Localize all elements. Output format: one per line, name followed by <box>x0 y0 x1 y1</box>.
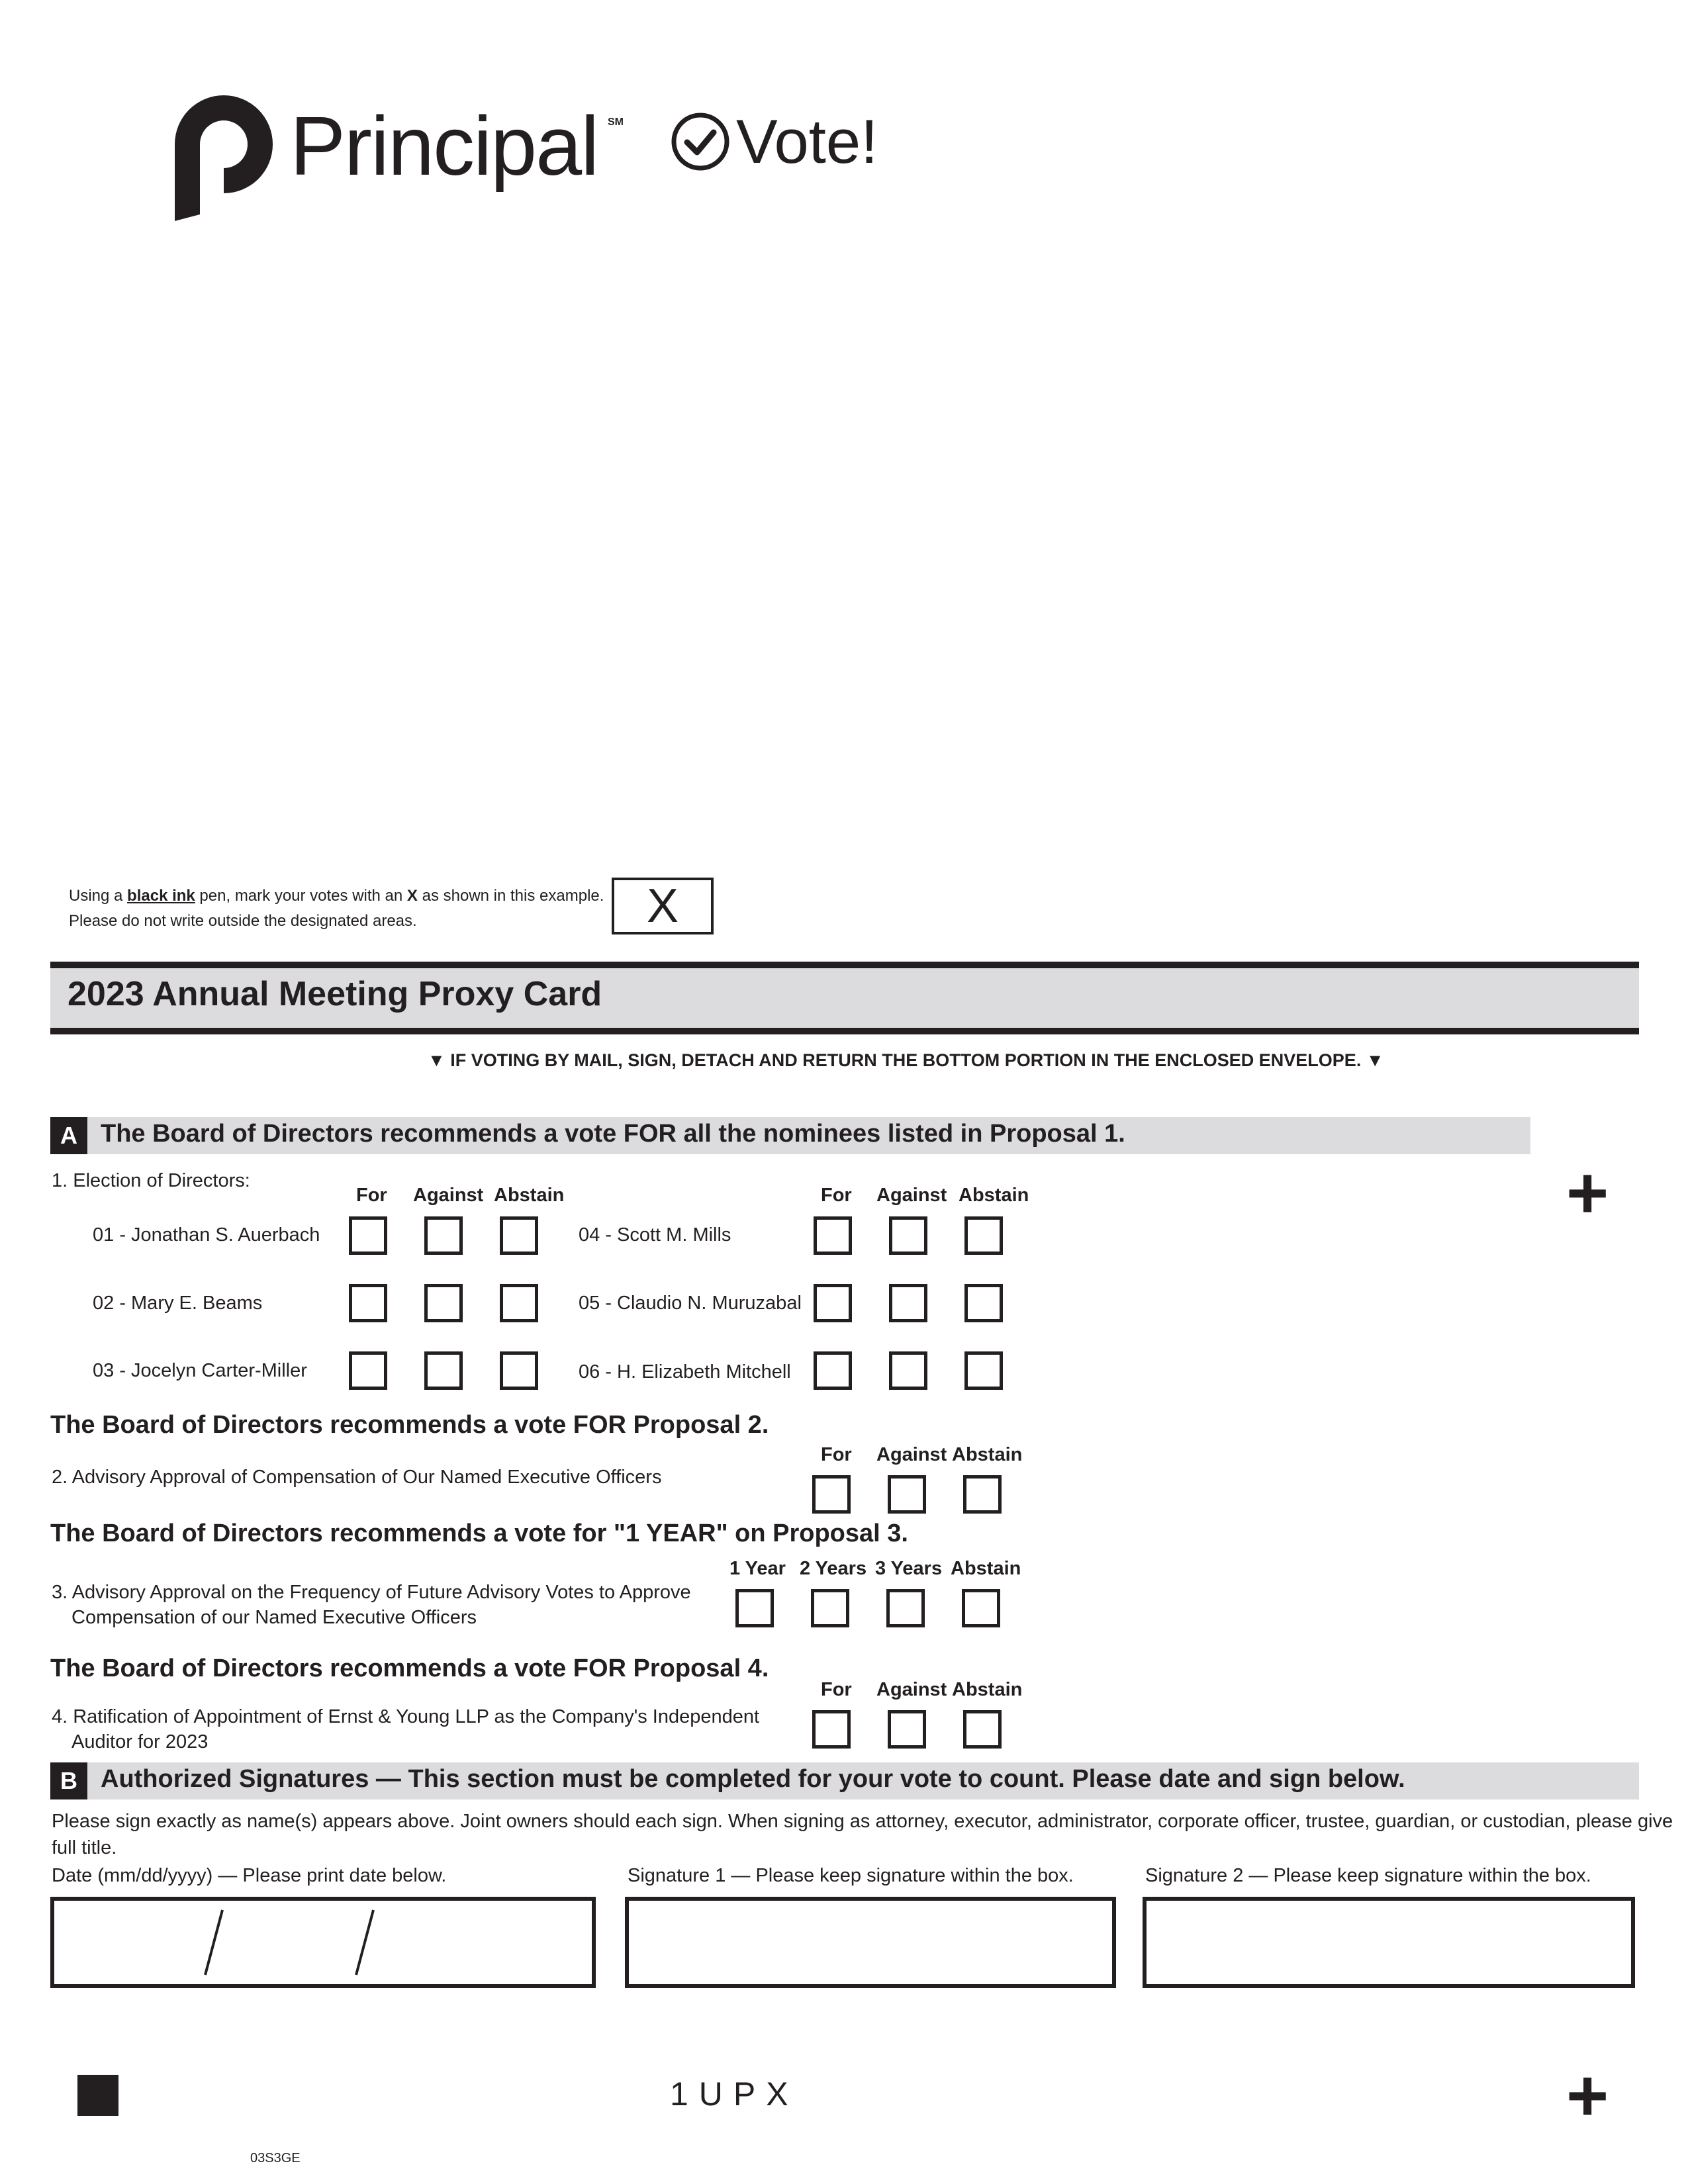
proposal-2-for-checkbox[interactable] <box>812 1475 851 1514</box>
nominee-05-against-checkbox[interactable] <box>889 1284 927 1322</box>
col-for: For <box>821 1679 852 1700</box>
proposal-4-label-cont: Auditor for 2023 <box>71 1731 209 1752</box>
check-circle-icon <box>670 111 731 172</box>
principal-logo-icon <box>171 91 277 221</box>
proposal-3-3-years-checkbox[interactable] <box>886 1589 925 1627</box>
col-abstain: Abstain <box>951 1558 1021 1579</box>
nominee-01-abstain-checkbox[interactable] <box>500 1216 538 1255</box>
section-a-letter: A <box>50 1117 87 1154</box>
card-title: 2023 Annual Meeting Proxy Card <box>68 975 602 1013</box>
title-top-rule <box>50 962 1639 968</box>
proposal-3-abstain-checkbox[interactable] <box>962 1589 1000 1627</box>
col-abstain: Abstain <box>952 1679 1023 1700</box>
nominee-06-for-checkbox[interactable] <box>814 1351 852 1390</box>
proposal-3-1-year-checkbox[interactable] <box>735 1589 774 1627</box>
proposal-1-label: 1. Election of Directors: <box>52 1170 250 1191</box>
nominee-03-against-checkbox[interactable] <box>424 1351 463 1390</box>
proposal-3-heading: The Board of Directors recommends a vote for "1 YEAR" on Proposal 3. <box>50 1520 908 1547</box>
col-1-year: 1 Year <box>729 1558 786 1579</box>
nominee-01-for-checkbox[interactable] <box>349 1216 387 1255</box>
proposal-4-label: 4. Ratification of Appointment of Ernst & Young LLP as the Company's Independent <box>52 1706 760 1727</box>
small-form-code: 03S3GE <box>250 2151 301 2165</box>
section-a-heading: The Board of Directors recommends a vote FOR all the nominees listed in Proposal 1. <box>101 1120 1125 1148</box>
signature-1-label: Signature 1 — Please keep signature within the box. <box>628 1865 1074 1886</box>
registration-plus-icon: + <box>1566 1152 1609 1234</box>
proposal-2-abstain-checkbox[interactable] <box>963 1475 1002 1514</box>
vote-label: Vote! <box>736 107 878 176</box>
down-triangle-icon: ▼ <box>428 1050 445 1070</box>
nominee-label: 06 - H. Elizabeth Mitchell <box>579 1361 791 1383</box>
proposal-2-label: 2. Advisory Approval of Compensation of Our Named Executive Officers <box>52 1467 662 1488</box>
signature-2-label: Signature 2 — Please keep signature within the box. <box>1145 1865 1591 1886</box>
col-against: Against <box>413 1185 484 1206</box>
nominee-02-abstain-checkbox[interactable] <box>500 1284 538 1322</box>
form-code: 1UPX <box>670 2075 799 2113</box>
signature-instructions: Please sign exactly as name(s) appears above. Joint owners should each sign. When signing as attorney, executor, administrator, corporate officer, trustee, guardian, or custodian, please give <box>52 1811 1673 1832</box>
nominee-02-for-checkbox[interactable] <box>349 1284 387 1322</box>
nominee-06-against-checkbox[interactable] <box>889 1351 927 1390</box>
col-abstain: Abstain <box>952 1444 1023 1465</box>
proposal-3-label-cont: Compensation of our Named Executive Officers <box>71 1607 477 1628</box>
col-against: Against <box>876 1679 947 1700</box>
nominee-04-abstain-checkbox[interactable] <box>964 1216 1003 1255</box>
col-against: Against <box>876 1444 947 1465</box>
nominee-05-abstain-checkbox[interactable] <box>964 1284 1003 1322</box>
col-3-years: 3 Years <box>875 1558 943 1579</box>
proposal-2-heading: The Board of Directors recommends a vote FOR Proposal 2. <box>50 1411 769 1439</box>
col-2-years: 2 Years <box>800 1558 867 1579</box>
nominee-label: 04 - Scott M. Mills <box>579 1224 731 1246</box>
nominee-label: 05 - Claudio N. Muruzabal <box>579 1293 802 1314</box>
instruction-line-1: Using a black ink pen, mark your votes with an X as shown in this example. <box>69 887 604 905</box>
proposal-4-for-checkbox[interactable] <box>812 1710 851 1749</box>
nominee-label: 03 - Jocelyn Carter-Miller <box>93 1360 307 1381</box>
col-for: For <box>821 1185 852 1206</box>
signature-2-box[interactable] <box>1143 1897 1635 1988</box>
nominee-04-for-checkbox[interactable] <box>814 1216 852 1255</box>
proposal-4-against-checkbox[interactable] <box>888 1710 926 1749</box>
brand-name: Principal <box>290 99 598 193</box>
date-separators <box>54 1901 592 1984</box>
signature-instructions-cont: full title. <box>52 1837 117 1858</box>
nominee-02-against-checkbox[interactable] <box>424 1284 463 1322</box>
proposal-3-label: 3. Advisory Approval on the Frequency of Future Advisory Votes to Approve <box>52 1582 691 1603</box>
nominee-06-abstain-checkbox[interactable] <box>964 1351 1003 1390</box>
col-abstain: Abstain <box>959 1185 1029 1206</box>
proposal-4-abstain-checkbox[interactable] <box>963 1710 1002 1749</box>
nominee-05-for-checkbox[interactable] <box>814 1284 852 1322</box>
nominee-label: 02 - Mary E. Beams <box>93 1293 263 1314</box>
registration-plus-icon: + <box>1566 2055 1609 2136</box>
proposal-3-2-years-checkbox[interactable] <box>811 1589 849 1627</box>
nominee-04-against-checkbox[interactable] <box>889 1216 927 1255</box>
col-against: Against <box>876 1185 947 1206</box>
trademark-mark: SM <box>608 116 624 128</box>
nominee-label: 01 - Jonathan S. Auerbach <box>93 1224 320 1246</box>
mail-notice: ▼ IF VOTING BY MAIL, SIGN, DETACH AND RETURN THE BOTTOM PORTION IN THE ENCLOSED ENVELOPE. ▼ <box>428 1050 1384 1070</box>
registration-square-icon <box>77 2075 118 2116</box>
signature-1-box[interactable] <box>625 1897 1116 1988</box>
section-b-letter: B <box>50 1762 87 1799</box>
instruction-line-2: Please do not write outside the designated areas. <box>69 912 417 930</box>
date-label: Date (mm/dd/yyyy) — Please print date below. <box>52 1865 447 1886</box>
proposal-2-against-checkbox[interactable] <box>888 1475 926 1514</box>
nominee-03-abstain-checkbox[interactable] <box>500 1351 538 1390</box>
down-triangle-icon: ▼ <box>1366 1050 1384 1070</box>
example-mark-box: X <box>612 878 714 934</box>
title-bottom-rule <box>50 1028 1639 1034</box>
col-for: For <box>356 1185 387 1206</box>
nominee-01-against-checkbox[interactable] <box>424 1216 463 1255</box>
date-input-box[interactable] <box>50 1897 596 1988</box>
nominee-03-for-checkbox[interactable] <box>349 1351 387 1390</box>
col-abstain: Abstain <box>494 1185 565 1206</box>
section-b-heading: Authorized Signatures — This section must be completed for your vote to count. Please date and sign below. <box>101 1765 1405 1793</box>
col-for: For <box>821 1444 852 1465</box>
proposal-4-heading: The Board of Directors recommends a vote FOR Proposal 4. <box>50 1655 769 1682</box>
